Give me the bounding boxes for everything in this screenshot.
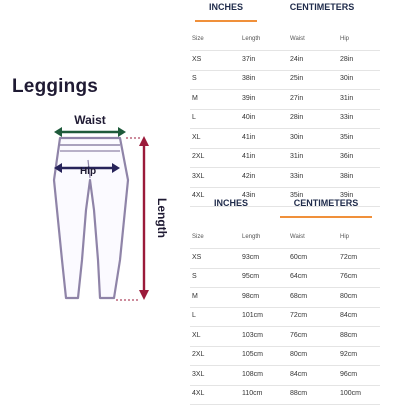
table-row bbox=[190, 307, 380, 328]
cm-size-table bbox=[190, 228, 380, 404]
table-cell: 41in bbox=[242, 134, 255, 141]
tab-centimeters-label: CENTIMETERS bbox=[290, 2, 355, 12]
table-cell: 80cm bbox=[340, 293, 357, 300]
table-cell: 64cm bbox=[290, 273, 307, 280]
table-cell: S bbox=[192, 75, 197, 82]
table-cell: 105cm bbox=[242, 351, 263, 358]
table-cell: 31in bbox=[290, 153, 303, 160]
table-cell: 103cm bbox=[242, 332, 263, 339]
table-cell: M bbox=[192, 95, 198, 102]
table-cell: 39in bbox=[242, 95, 255, 102]
column-header-size: Size bbox=[192, 36, 204, 42]
inches-size-table bbox=[190, 30, 380, 206]
table-cell: 33in bbox=[290, 173, 303, 180]
table-cell: 88cm bbox=[290, 390, 307, 397]
tab-centimeters-label: CENTIMETERS bbox=[294, 198, 359, 208]
column-header-hip: Hip bbox=[340, 234, 349, 240]
tab-inches-label: INCHES bbox=[214, 198, 248, 208]
table-cell: 33in bbox=[340, 114, 353, 121]
table-cell: 4XL bbox=[192, 192, 204, 199]
table-cell: 2XL bbox=[192, 351, 204, 358]
table-cell: 40in bbox=[242, 114, 255, 121]
table-cell: 84cm bbox=[340, 312, 357, 319]
table-row bbox=[190, 346, 380, 367]
column-header-hip: Hip bbox=[340, 36, 349, 42]
table-cell: 110cm bbox=[242, 390, 263, 397]
table-cell: 3XL bbox=[192, 371, 204, 378]
table-row bbox=[190, 148, 380, 169]
table-cell: 43in bbox=[242, 192, 255, 199]
table-cell: 25in bbox=[290, 75, 303, 82]
table-cell: 76cm bbox=[340, 273, 357, 280]
table-cell: 68cm bbox=[290, 293, 307, 300]
tab-inches[interactable] bbox=[195, 2, 257, 12]
table-cell: 100cm bbox=[340, 390, 361, 397]
table-cell: 30in bbox=[340, 75, 353, 82]
table-cell: 72cm bbox=[340, 254, 357, 261]
table-row bbox=[190, 89, 380, 110]
table-cell: 30in bbox=[290, 134, 303, 141]
leggings-diagram bbox=[40, 110, 170, 310]
table-cell: 41in bbox=[242, 153, 255, 160]
table-cell: 88cm bbox=[340, 332, 357, 339]
column-header-size: Size bbox=[192, 234, 204, 240]
table-row bbox=[190, 167, 380, 188]
table-row bbox=[190, 50, 380, 71]
table-cell: 28in bbox=[290, 114, 303, 121]
table-cell: S bbox=[192, 273, 197, 280]
table-cell: M bbox=[192, 293, 198, 300]
table-cell: 101cm bbox=[242, 312, 263, 319]
leggings-outline-icon bbox=[54, 138, 128, 298]
inches-table-tabs bbox=[190, 2, 380, 22]
table-row bbox=[190, 326, 380, 347]
table-row bbox=[190, 248, 380, 269]
table-cell: 38in bbox=[242, 75, 255, 82]
table-cell: 4XL bbox=[192, 390, 204, 397]
table-cell: L bbox=[192, 114, 196, 121]
table-cell: 31in bbox=[340, 95, 353, 102]
table-cell: XS bbox=[192, 254, 201, 261]
hip-label: Hip bbox=[80, 166, 96, 177]
table-cell: 80cm bbox=[290, 351, 307, 358]
table-cell: 98cm bbox=[242, 293, 259, 300]
table-cell: 38in bbox=[340, 173, 353, 180]
cm-table-tabs bbox=[190, 198, 380, 218]
column-header-waist: Waist bbox=[290, 36, 305, 42]
table-cell: 60cm bbox=[290, 254, 307, 261]
tab-inches[interactable] bbox=[195, 198, 267, 208]
table-row bbox=[190, 70, 380, 91]
column-header-waist: Waist bbox=[290, 234, 305, 240]
table-row bbox=[190, 128, 380, 149]
table-cell: 95cm bbox=[242, 273, 259, 280]
column-header-length: Length bbox=[242, 234, 260, 240]
length-label: Length bbox=[155, 198, 169, 238]
table-cell: 24in bbox=[290, 56, 303, 63]
table-header-row bbox=[190, 30, 380, 51]
active-tab-underline bbox=[280, 216, 372, 218]
table-cell: XL bbox=[192, 134, 201, 141]
table-cell: 108cm bbox=[242, 371, 263, 378]
active-tab-underline bbox=[195, 20, 257, 22]
table-cell: 35in bbox=[340, 134, 353, 141]
table-cell: 93cm bbox=[242, 254, 259, 261]
table-row bbox=[190, 287, 380, 308]
table-row bbox=[190, 385, 380, 405]
table-cell: 96cm bbox=[340, 371, 357, 378]
table-cell: 37in bbox=[242, 56, 255, 63]
table-row bbox=[190, 268, 380, 289]
column-header-length: Length bbox=[242, 36, 260, 42]
table-cell: 72cm bbox=[290, 312, 307, 319]
table-row bbox=[190, 109, 380, 130]
table-cell: 84cm bbox=[290, 371, 307, 378]
table-cell: 36in bbox=[340, 153, 353, 160]
table-cell: 28in bbox=[340, 56, 353, 63]
table-cell: 2XL bbox=[192, 153, 204, 160]
table-cell: 35in bbox=[290, 192, 303, 199]
table-cell: XS bbox=[192, 56, 201, 63]
tab-centimeters[interactable] bbox=[280, 198, 372, 208]
table-cell: 92cm bbox=[340, 351, 357, 358]
tab-centimeters[interactable] bbox=[282, 2, 362, 12]
table-cell: 76cm bbox=[290, 332, 307, 339]
table-cell: L bbox=[192, 312, 196, 319]
table-row bbox=[190, 365, 380, 386]
table-header-row bbox=[190, 228, 380, 249]
table-cell: 3XL bbox=[192, 173, 204, 180]
table-cell: 27in bbox=[290, 95, 303, 102]
waist-label: Waist bbox=[74, 113, 106, 127]
table-cell: 42in bbox=[242, 173, 255, 180]
page-title: Leggings bbox=[12, 76, 98, 98]
table-cell: XL bbox=[192, 332, 201, 339]
table-cell: 39in bbox=[340, 192, 353, 199]
tab-inches-label: INCHES bbox=[209, 2, 243, 12]
